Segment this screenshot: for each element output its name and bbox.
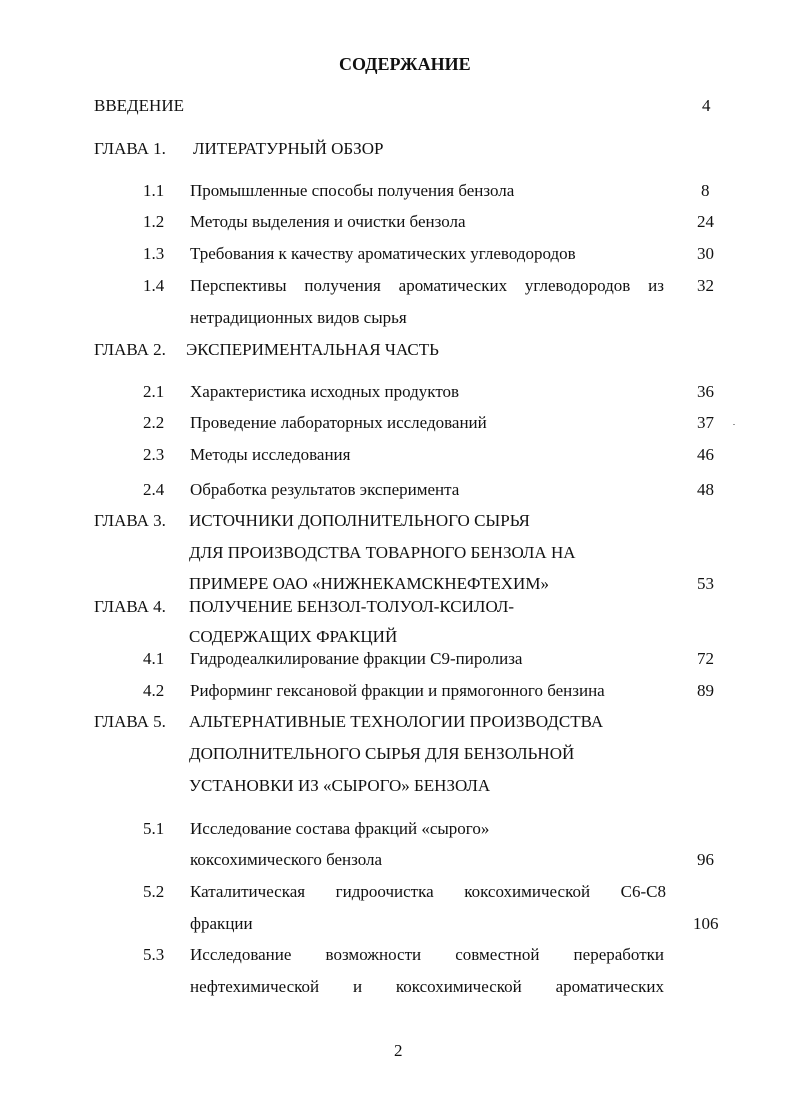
chapter-title: ЭКСПЕРИМЕНТАЛЬНАЯ ЧАСТЬ	[186, 340, 439, 359]
chapter-number: ГЛАВА 3.	[94, 511, 166, 530]
section-title: Промышленные способы получения бензола	[190, 181, 515, 200]
toc-page-number: 89	[697, 681, 714, 700]
justified-word: ароматических	[555, 977, 664, 996]
chapter-title-line: СОДЕРЖАЩИХ ФРАКЦИЙ	[189, 627, 398, 646]
section-title: Методы выделения и очистки бензола	[190, 212, 466, 231]
section-title: Методы исследования	[190, 445, 351, 464]
section-number: 5.1	[143, 819, 165, 838]
toc-page-number: 53	[697, 574, 714, 593]
chapter-title-line: УСТАНОВКИ ИЗ «СЫРОГО» БЕНЗОЛА	[189, 776, 491, 795]
justified-word: переработки	[573, 945, 664, 964]
chapter-title-line: ДОПОЛНИТЕЛЬНОГО СЫРЬЯ ДЛЯ БЕНЗОЛЬНОЙ	[189, 744, 575, 763]
section-number: 5.3	[143, 945, 165, 964]
page-number: 2	[394, 1041, 403, 1060]
justified-word: коксохимической	[395, 977, 522, 996]
chapter-title-line: ПОЛУЧЕНИЕ БЕНЗОЛ-ТОЛУОЛ-КСИЛОЛ-	[189, 597, 515, 616]
section-title-line	[190, 277, 664, 294]
chapter-number: ГЛАВА 4.	[94, 597, 166, 616]
toc-page-number: 96	[697, 850, 714, 869]
justified-word: Исследование	[190, 945, 292, 964]
chapter-number: ГЛАВА 2.	[94, 340, 166, 359]
toc-page-number: 24	[697, 212, 714, 231]
toc-page-number: 106	[693, 914, 719, 933]
section-title-line	[190, 946, 664, 963]
scan-speck	[733, 424, 735, 425]
justified-word: получения	[304, 276, 381, 295]
section-number: 2.4	[143, 480, 165, 499]
justified-word: совместной	[455, 945, 540, 964]
section-number: 2.1	[143, 382, 165, 401]
justified-word: Каталитическая	[190, 882, 306, 901]
chapter-title-line: ПРИМЕРЕ ОАО «НИЖНЕКАМСКНЕФТЕХИМ»	[189, 574, 549, 593]
section-title-line: фракции	[190, 914, 253, 933]
section-title: Риформинг гексановой фракции и прямогонного бензина	[190, 681, 605, 700]
justified-word: ароматических	[398, 276, 508, 295]
toc-page-number: 48	[697, 480, 714, 499]
justified-word: коксохимической	[464, 882, 591, 901]
toc-page-number: 72	[697, 649, 714, 668]
justified-word: С6-С8	[620, 882, 666, 901]
chapter-title-line: ДЛЯ ПРОИЗВОДСТВА ТОВАРНОГО БЕНЗОЛА НА	[189, 543, 576, 562]
section-number: 1.1	[143, 181, 165, 200]
toc-page-number: 36	[697, 382, 714, 401]
section-title: Характеристика исходных продуктов	[190, 382, 460, 401]
justified-word: и	[352, 977, 363, 996]
toc-intro: ВВЕДЕНИЕ	[94, 96, 184, 115]
section-title: Требования к качеству ароматических углеводородов	[190, 244, 576, 263]
justified-word: углеводородов	[524, 276, 631, 295]
toc-title: СОДЕРЖАНИЕ	[339, 54, 471, 74]
section-title: Гидродеалкилирование фракции С9-пиролиза	[190, 649, 523, 668]
toc-page-number: 32	[697, 276, 714, 295]
section-title-line	[190, 883, 666, 900]
toc-page-number: 8	[701, 181, 710, 200]
section-title-line: нетрадиционных видов сырья	[190, 308, 407, 327]
chapter-number: ГЛАВА 1.	[94, 139, 166, 158]
section-number: 2.2	[143, 413, 165, 432]
toc-page-number: 4	[702, 96, 711, 115]
section-title-line: коксохимического бензола	[190, 850, 383, 869]
section-number: 2.3	[143, 445, 165, 464]
chapter-title: ЛИТЕРАТУРНЫЙ ОБЗОР	[193, 139, 384, 158]
chapter-title-line: ИСТОЧНИКИ ДОПОЛНИТЕЛЬНОГО СЫРЬЯ	[189, 511, 530, 530]
section-number: 1.2	[143, 212, 165, 231]
toc-page-number: 46	[697, 445, 714, 464]
section-title-line: Исследование состава фракций «сырого»	[190, 819, 490, 838]
section-number: 1.4	[143, 276, 165, 295]
section-title: Обработка результатов эксперимента	[190, 480, 460, 499]
section-number: 5.2	[143, 882, 165, 901]
section-number: 4.2	[143, 681, 165, 700]
toc-page-number: 30	[697, 244, 714, 263]
chapter-number: ГЛАВА 5.	[94, 712, 166, 731]
section-number: 4.1	[143, 649, 165, 668]
justified-word: возможности	[325, 945, 422, 964]
justified-word: из	[648, 276, 664, 295]
section-number: 1.3	[143, 244, 165, 263]
justified-word: нефтехимической	[190, 977, 320, 996]
chapter-title-line: АЛЬТЕРНАТИВНЫЕ ТЕХНОЛОГИИ ПРОИЗВОДСТВА	[189, 712, 604, 731]
justified-word: гидроочистка	[335, 882, 434, 901]
section-title-line	[190, 978, 664, 995]
section-title: Проведение лабораторных исследований	[190, 413, 487, 432]
justified-word: Перспективы	[190, 276, 287, 295]
toc-page-number: 37	[697, 413, 714, 432]
